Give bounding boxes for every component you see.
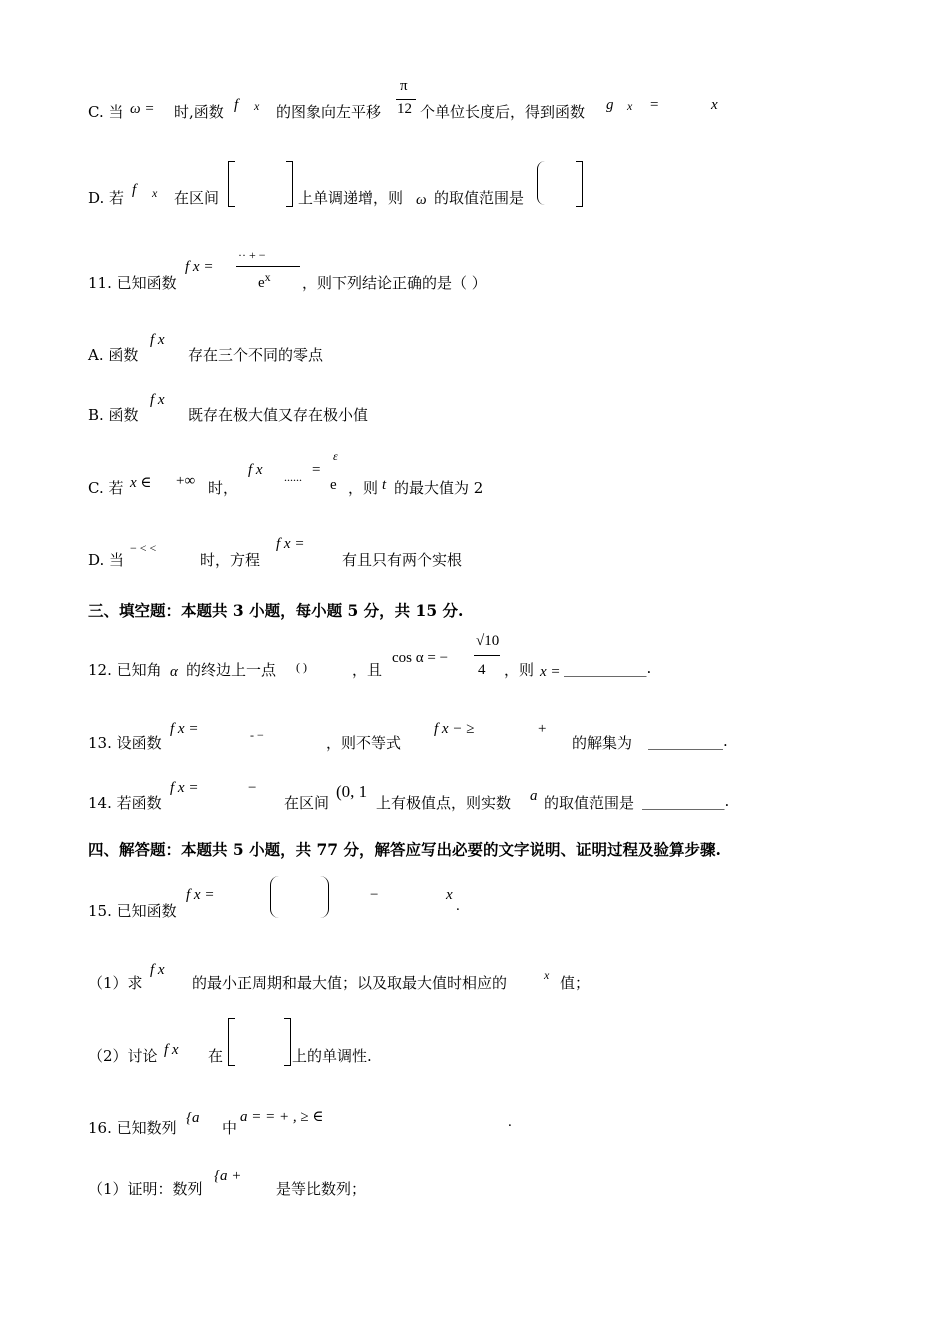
q15-dot: . <box>456 898 460 914</box>
q13-ineq: f x − ≥ <box>434 721 475 737</box>
q15-p2-fx: f x <box>164 1042 179 1058</box>
q12-frac-bar <box>474 655 500 656</box>
q14-blank: ___________. <box>642 792 730 810</box>
q15-p2-label: （2）讨论 <box>88 1047 158 1065</box>
q15-stem: 15. 已知函数 <box>88 902 177 920</box>
q10-c-pi: π <box>400 78 408 94</box>
q13-blank: __________. <box>648 732 728 750</box>
q13-stem: 13. 设函数 <box>88 734 162 752</box>
q13-expr: - − <box>250 728 264 742</box>
q10-d-label: D. 若 <box>88 189 125 207</box>
q10-d-range-left-paren <box>537 161 546 205</box>
q15-p2-left-bracket <box>228 1018 235 1066</box>
q11-d-text3: 有且只有两个实根 <box>342 551 463 569</box>
q15-right-paren <box>320 876 329 918</box>
q16-p1-text: 是等比数列； <box>276 1180 367 1198</box>
q12-text4: ，则 <box>504 661 535 679</box>
q11-d-fx: f x = <box>276 536 305 552</box>
q12-den: 4 <box>478 662 486 678</box>
q12-stem: 12. 已知角 <box>88 661 162 679</box>
q15-x: x <box>446 887 453 903</box>
q16-seq: {a <box>186 1110 200 1126</box>
q10-c-f: f <box>234 97 239 113</box>
q15-p1-fx: f x <box>150 962 165 978</box>
q10-c-frac-bar <box>396 99 416 100</box>
q11-c-eq: = <box>312 462 321 478</box>
q10-c-text2: 时,函数 <box>174 103 224 121</box>
q10-d-x: x <box>152 186 158 200</box>
q14-minus: − <box>248 780 257 796</box>
q10-d-text4: 的取值范围是 <box>434 189 525 207</box>
q12-alpha: α <box>170 664 178 680</box>
q16-stem: 16. 已知数列 <box>88 1119 177 1137</box>
q14-text2: 在区间 <box>284 794 330 812</box>
q13-plus: + <box>538 721 547 737</box>
q11-b-text: 既存在极大值又存在极小值 <box>188 406 369 424</box>
q13-fx: f x = <box>170 721 199 737</box>
q12-text2: 的终边上一点 <box>186 661 277 679</box>
q10-d-f: f <box>132 182 137 198</box>
q10-d-range-right-bracket <box>576 161 583 207</box>
q15-p1-label: （1）求 <box>88 974 143 992</box>
q15-p1-x: x <box>544 968 550 982</box>
q14-text4: 的取值范围是 <box>544 794 635 812</box>
q15-p2-right-bracket <box>284 1018 291 1066</box>
q11-frac-bar <box>236 266 300 267</box>
q10-d-omega: ω <box>416 192 427 208</box>
q11-c-dots: ...... <box>284 470 302 484</box>
section4-heading: 四、解答题：本题共 5 小题，共 77 分，解答应写出必要的文字说明、证明过程及验算步骤. <box>88 840 721 859</box>
q10-c-gx: x <box>627 99 633 113</box>
q11-c-text4: 的最大值为 2 <box>394 479 484 497</box>
q11-d-ineq: − < < <box>130 541 157 555</box>
q15-left-paren <box>270 876 279 918</box>
q10-c-text4: 个单位长度后，得到函数 <box>420 103 586 121</box>
q12-num: √10 <box>476 633 500 649</box>
q10-c-xend: x <box>711 97 718 113</box>
q11-b-fx: f x <box>150 392 165 408</box>
q10-d-right-bracket <box>286 161 293 207</box>
q11-a-fx: f x <box>150 332 165 348</box>
q16-cond: a = = + , ≥ ∈ <box>240 1109 324 1125</box>
q11-c-sup: ε <box>333 449 338 463</box>
q11-fx: f x = <box>185 259 214 275</box>
q11-stem: 11. 已知函数 <box>88 274 177 292</box>
q13-text3: 的解集为 <box>572 734 633 752</box>
q10-c-g: g <box>606 97 614 113</box>
q10-c-text3: 的图象向左平移 <box>276 103 382 121</box>
q11-c-label: C. 若 <box>88 479 124 497</box>
q11-c-xin: x ∈ <box>130 475 152 491</box>
q11-a-text: 存在三个不同的零点 <box>188 346 324 364</box>
q11-c-text2: 时， <box>208 479 239 497</box>
q11-d-label: D. 当 <box>88 551 125 569</box>
q14-interval: (0, 1 <box>336 782 368 801</box>
q14-fx: f x = <box>170 780 199 796</box>
q12-text3: ，且 <box>352 661 383 679</box>
q10-c-omega: ω = <box>130 101 155 117</box>
q10-c-eq: = <box>650 97 659 113</box>
q14-a: a <box>530 788 538 804</box>
q11-d-text2: 时，方程 <box>200 551 261 569</box>
q15-fx: f x = <box>186 887 215 903</box>
q11-c-inf: +∞ <box>176 473 196 489</box>
q11-c-fx: f x <box>248 462 263 478</box>
q11-c-t: t <box>382 477 387 493</box>
q15-p2-text2: 在 <box>208 1047 224 1065</box>
q10-d-left-bracket <box>228 161 235 207</box>
q13-text2: ，则不等式 <box>326 734 402 752</box>
q11-c-e: e <box>330 477 337 493</box>
q11-c-text3: ，则 <box>348 479 379 497</box>
q10-c-den12: 12 <box>397 101 412 117</box>
q15-p1-text3: 值； <box>560 974 591 992</box>
q11-a-label: A. 函数 <box>88 346 139 364</box>
q12-cos: cos α = − <box>392 650 449 666</box>
q14-text3: 上有极值点，则实数 <box>376 794 512 812</box>
q14-stem: 14. 若函数 <box>88 794 162 812</box>
q12-point: ( ) <box>296 660 307 674</box>
q16-p1-label: （1）证明：数列 <box>88 1180 203 1198</box>
q10-c-x: x <box>254 99 260 113</box>
q16-text2: 中 <box>222 1119 238 1137</box>
q10-d-text2: 在区间 <box>174 189 220 207</box>
q11-numerator: ·· + − <box>238 248 266 262</box>
q15-p2-text3: 上的单调性. <box>292 1047 372 1065</box>
q11-den: $e^x$ <box>258 270 271 291</box>
q12-blank: ___________. <box>564 659 652 677</box>
q15-p1-text: 的最小正周期和最大值；以及取最大值时相应的 <box>192 974 508 992</box>
q16-p1-seq: {a + <box>214 1168 242 1184</box>
q10-c-label: C. 当 <box>88 103 124 121</box>
q15-minus: − <box>370 887 379 903</box>
q10-d-text3: 上单调递增，则 <box>298 189 404 207</box>
section3-heading: 三、填空题：本题共 3 小题，每小题 5 分，共 15 分. <box>88 601 464 620</box>
q16-dot: . <box>508 1114 512 1130</box>
q12-x: x = <box>540 664 561 680</box>
q11-stem2: ，则下列结论正确的是（ ） <box>302 274 487 292</box>
q11-b-label: B. 函数 <box>88 406 139 424</box>
